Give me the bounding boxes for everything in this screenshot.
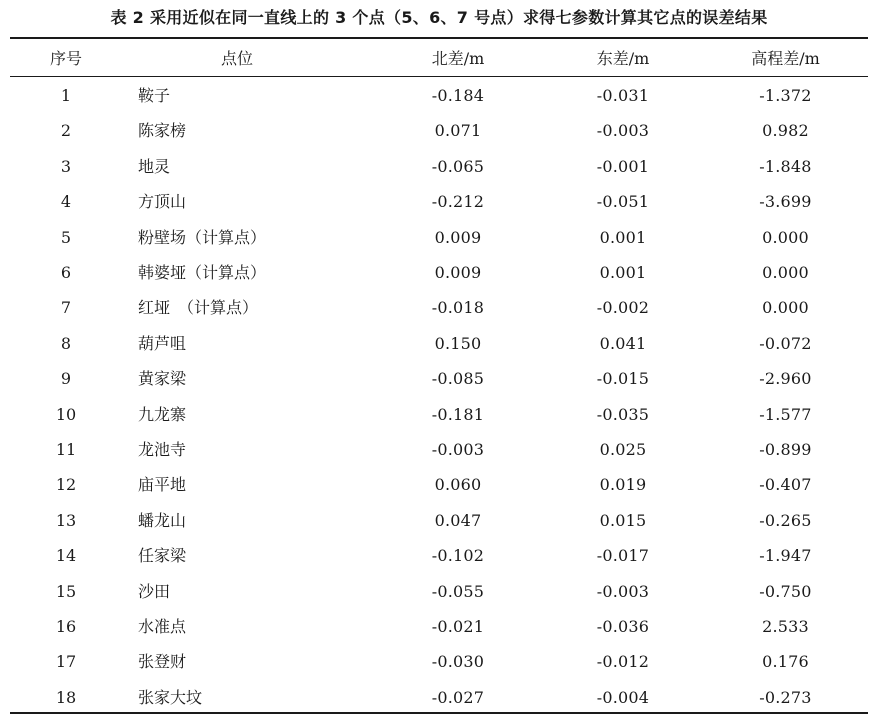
table-top-rule xyxy=(10,37,868,39)
row-index: 1 xyxy=(60,86,72,105)
row-north-error: 0.047 xyxy=(434,510,482,530)
table-bottom-rule xyxy=(10,712,868,714)
row-height-error: -0.265 xyxy=(759,510,812,530)
row-height-error: -0.899 xyxy=(759,440,812,459)
row-height-error: 0.000 xyxy=(762,263,809,282)
row-index: 10 xyxy=(55,404,77,424)
row-north-error: -0.212 xyxy=(431,192,485,212)
row-point-name: 庙平地 xyxy=(138,475,187,495)
row-height-error: -0.072 xyxy=(759,333,812,353)
row-east-error: 0.015 xyxy=(599,510,647,530)
row-east-error: -0.015 xyxy=(596,369,650,389)
row-north-error: -0.181 xyxy=(431,404,485,424)
table-row xyxy=(10,574,868,609)
row-east-error: -0.035 xyxy=(596,404,650,424)
table-row xyxy=(10,432,868,467)
row-point-name: 陈家榜 xyxy=(138,121,187,141)
row-point-name: 蟠龙山 xyxy=(138,510,187,530)
row-index: 3 xyxy=(60,156,72,176)
row-east-error: -0.031 xyxy=(596,86,650,105)
row-point-name: 鞍子 xyxy=(138,86,171,105)
row-point-name: 任家梁 xyxy=(138,546,187,566)
row-east-error: -0.002 xyxy=(596,298,650,318)
row-height-error: 0.176 xyxy=(762,652,809,672)
table-header-row xyxy=(10,41,868,76)
row-point-name: 沙田 xyxy=(138,581,171,601)
header-east: 东差/m xyxy=(596,49,650,68)
table-row xyxy=(10,149,868,184)
row-north-error: 0.071 xyxy=(434,121,482,141)
row-north-error: -0.021 xyxy=(431,617,485,636)
row-east-error: -0.003 xyxy=(596,121,650,141)
row-north-error: -0.030 xyxy=(431,652,485,672)
row-index: 11 xyxy=(55,440,77,459)
row-height-error: -2.960 xyxy=(759,369,812,389)
row-height-error: -1.947 xyxy=(759,546,812,566)
row-point-name: 地灵 xyxy=(138,156,171,176)
row-index: 5 xyxy=(60,227,72,247)
table-row xyxy=(10,503,868,538)
row-height-error: -1.577 xyxy=(759,404,812,424)
row-east-error: 0.019 xyxy=(599,475,647,495)
row-height-error: 0.982 xyxy=(762,121,809,141)
table-header-rule xyxy=(10,76,868,77)
row-index: 17 xyxy=(55,652,77,672)
row-point-name: 红垭 （计算点） xyxy=(138,298,259,318)
row-point-name: 葫芦咀 xyxy=(138,333,187,353)
row-height-error: -0.750 xyxy=(759,581,812,601)
row-north-error: -0.018 xyxy=(431,298,485,318)
row-point-name: 粉壁场（计算点） xyxy=(138,227,267,247)
row-east-error: -0.004 xyxy=(596,687,650,707)
row-index: 12 xyxy=(55,475,77,495)
row-point-name: 方顶山 xyxy=(138,192,187,212)
table-row xyxy=(10,78,868,113)
row-height-error: -3.699 xyxy=(759,192,812,212)
row-index: 8 xyxy=(60,333,72,353)
row-point-name: 张登财 xyxy=(138,652,187,672)
row-north-error: -0.003 xyxy=(431,440,485,459)
table-row xyxy=(10,609,868,644)
row-height-error: -1.848 xyxy=(759,156,812,176)
table-row xyxy=(10,538,868,573)
row-east-error: -0.003 xyxy=(596,581,650,601)
row-index: 6 xyxy=(60,263,72,282)
row-index: 14 xyxy=(55,546,77,566)
header-north: 北差/m xyxy=(431,49,485,68)
row-point-name: 张家大坟 xyxy=(138,687,203,707)
row-east-error: -0.051 xyxy=(596,192,650,212)
table-row xyxy=(10,290,868,325)
row-height-error: -0.273 xyxy=(759,687,812,707)
table-caption: 表 2 采用近似在同一直线上的 3 个点（5、6、7 号点）求得七参数计算其它点的误差结果 xyxy=(110,8,768,27)
row-point-name: 黄家梁 xyxy=(138,369,187,389)
table-row xyxy=(10,184,868,219)
row-east-error: 0.041 xyxy=(599,333,647,353)
table-row xyxy=(10,361,868,396)
row-east-error: -0.036 xyxy=(596,617,650,636)
table-row xyxy=(10,255,868,290)
row-north-error: -0.065 xyxy=(431,156,485,176)
row-north-error: 0.150 xyxy=(434,333,482,353)
table-row xyxy=(10,467,868,502)
row-north-error: -0.085 xyxy=(431,369,485,389)
row-index: 15 xyxy=(55,581,77,601)
table-row xyxy=(10,680,868,715)
row-north-error: 0.009 xyxy=(434,263,482,282)
row-east-error: -0.017 xyxy=(596,546,650,566)
row-point-name: 韩婆垭（计算点） xyxy=(138,263,267,282)
row-height-error: 0.000 xyxy=(762,227,809,247)
row-east-error: 0.025 xyxy=(599,440,647,459)
row-north-error: -0.055 xyxy=(431,581,485,601)
header-index: 序号 xyxy=(49,49,82,68)
row-north-error: -0.027 xyxy=(431,687,485,707)
row-point-name: 龙池寺 xyxy=(138,440,187,459)
row-index: 2 xyxy=(60,121,72,141)
row-height-error: -0.407 xyxy=(759,475,812,495)
row-east-error: -0.001 xyxy=(596,156,650,176)
row-north-error: 0.060 xyxy=(434,475,482,495)
table-row xyxy=(10,397,868,432)
table-row xyxy=(10,113,868,148)
row-index: 7 xyxy=(60,298,72,318)
row-index: 13 xyxy=(55,510,77,530)
row-north-error: -0.184 xyxy=(431,86,485,105)
row-north-error: -0.102 xyxy=(431,546,485,566)
row-east-error: -0.012 xyxy=(596,652,650,672)
row-index: 9 xyxy=(60,369,72,389)
row-height-error: 0.000 xyxy=(762,298,809,318)
row-east-error: 0.001 xyxy=(599,227,647,247)
header-height: 高程差/m xyxy=(751,49,820,68)
row-index: 16 xyxy=(55,617,77,636)
row-east-error: 0.001 xyxy=(599,263,647,282)
table-row xyxy=(10,220,868,255)
row-height-error: -1.372 xyxy=(759,86,812,105)
row-point-name: 水准点 xyxy=(138,617,187,636)
header-point: 点位 xyxy=(220,49,253,68)
row-north-error: 0.009 xyxy=(434,227,482,247)
row-index: 18 xyxy=(55,687,77,707)
table-row xyxy=(10,644,868,679)
row-height-error: 2.533 xyxy=(762,617,809,636)
row-point-name: 九龙寨 xyxy=(138,404,187,424)
table-row xyxy=(10,326,868,361)
row-index: 4 xyxy=(60,192,72,212)
